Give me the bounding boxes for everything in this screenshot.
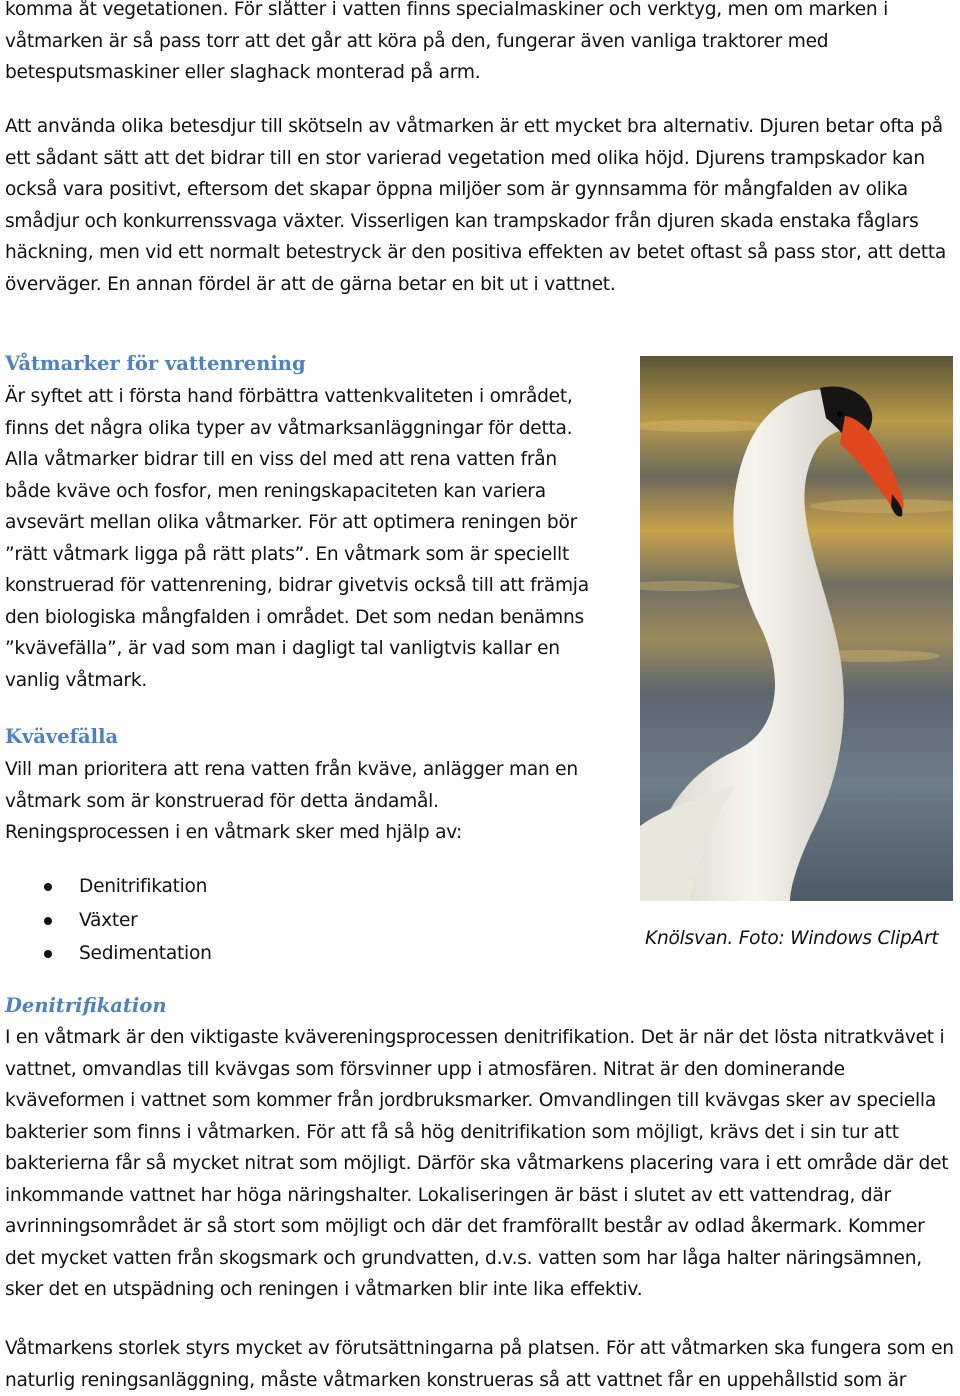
heading-nitrogen-trap: Kvävefälla	[5, 725, 119, 748]
bullet-icon	[44, 950, 52, 958]
paragraph-grazing: Att använda olika betesdjur till skötseln av våtmarken är ett mycket bra alternativ. Djuren betar ofta på ett sådant sätt att det bidrar till en stor varierad vegetation med olika höjd. Djurens trampskador kan också vara positivt, eftersom det skapar öppna miljöer som är gynnsamma för mångfalden av olika smådjur och konkurrenssvaga växter. Visserligen kan trampskador från djuren skada enstaka fåglars häckning, men vid ett normalt betestryck är den positiva effekten av betet oftast så pass stor, att detta överväger. En annan fördel är att de gärna betar en bit ut i vattnet.	[5, 116, 947, 295]
paragraph-wetland-size: Våtmarkens storlek styrs mycket av förutsättningarna på platsen. För att våtmarken ska fungera som en naturlig reningsanläggning, måste våtmarken konstrueras så att vattnet får en uppehållstid som är	[5, 1338, 954, 1391]
bullet-icon	[44, 883, 52, 891]
photo-caption: Knölsvan. Foto: Windows ClipArt	[645, 928, 939, 949]
heading-denitrification: Denitrifikation	[5, 994, 167, 1017]
paragraph-water-purification: Är syftet att i första hand förbättra vattenkvaliteten i området, finns det några olika typer av våtmarksanläggningar för detta. Alla våtmarker bidrar till en viss del med att rena vatten från både kväve och fosfor, men reningskapaciteten kan variera avsevärt mellan olika våtmarker. För att optimera reningen bör ”rätt våtmark ligga på rätt plats”. En våtmark som är speciellt konstruerad för vattenrening, bidrar givetvis också till att främja den biologiska mångfalden i området. Det som nedan benämns ”kvävefälla”, är vad som man i dagligt tal vanligtvis kallar en vanlig våtmark.	[5, 386, 589, 691]
list-item	[5, 937, 212, 971]
list-item-label: Växter	[79, 909, 138, 931]
paragraph-nitrogen-trap: Vill man prioritera att rena vatten från kväve, anlägger man en våtmark som är konstruerad för detta ändamål. Reningsprocessen i en våtmark sker med hjälp av:	[5, 759, 578, 843]
swan-photo	[640, 356, 953, 901]
paragraph-denitrification: I en våtmark är den viktigaste kvävereningsprocessen denitrifikation. Det är när det lösta nitratkvävet i vattnet, omvandlas till kvävgas som försvinner upp i atmosfären. Nitrat är den dominerande kväveformen i vattnet som kommer från jordbruksmarker. Omvandlingen till kvävgas sker av speciella bakterier som finns i våtmarken. För att få så hög denitrifikation som möjligt, krävs det i sin tur att bakterierna får så mycket nitrat som möjligt. Därför ska våtmarkens placering vara i ett område där det inkommande vattnet har höga näringshalter. Lokaliseringen är bäst i slutet av ett vattendrag, där avrinningsområdet är så stort som möjligt och där det framförallt består av odlad åkermark. Kommer det mycket vatten från skogsmark och grundvatten, d.v.s. vatten som har låga halter näringsämnen, sker det en utspädning och reningen i våtmarken blir inte lika effektiv.	[5, 1027, 949, 1300]
list-item	[5, 904, 212, 938]
paragraph-mowing: komma åt vegetationen. För slåtter i vatten finns specialmaskiner och verktyg, men om marken i våtmarken är så pass torr att det går att köra på den, fungerar även vanliga traktorer med betesputsmaskiner eller slaghack monterad på arm.	[5, 0, 889, 83]
purification-process-list	[5, 870, 212, 971]
bullet-icon	[44, 917, 52, 925]
list-item-label: Sedimentation	[79, 943, 212, 964]
heading-water-purification: Våtmarker för vattenrening	[5, 352, 306, 375]
list-item	[5, 870, 212, 904]
list-item-label: Denitrifikation	[79, 876, 208, 897]
